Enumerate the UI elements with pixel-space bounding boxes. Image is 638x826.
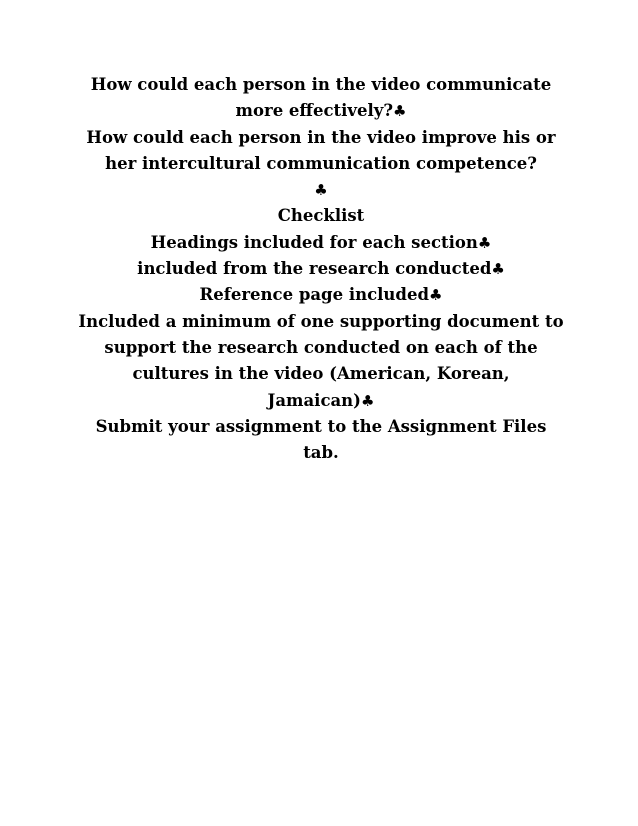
checklist-item-research xyxy=(78,256,564,282)
checklist-item-supporting-document xyxy=(78,309,564,414)
paragraph-text: Reference page included xyxy=(199,285,429,305)
question-effective-communication xyxy=(78,72,564,125)
checklist-item-reference-page xyxy=(78,282,564,308)
club-bullet-icon: ♣ xyxy=(428,286,443,305)
club-bullet-icon: ♣ xyxy=(393,102,407,121)
paragraph-text: How could each person in the video communicate more effectively? xyxy=(90,75,552,121)
club-bullet-icon: ♣ xyxy=(314,181,328,200)
paragraph-text: included from the research conducted xyxy=(137,259,492,279)
paragraph-text: Included a minimum of one supporting document to support the research conducted on each of the cultures in the video (American, Korean, Jamaican) xyxy=(78,311,564,410)
question-intercultural-competence xyxy=(78,125,564,204)
document-body xyxy=(78,72,564,466)
club-bullet-icon: ♣ xyxy=(491,260,505,279)
checklist-item-headings xyxy=(78,230,564,256)
submission-instructions: Submit your assignment to the Assignment Files tab. xyxy=(95,416,547,463)
club-bullet-icon: ♣ xyxy=(477,233,492,252)
paragraph-text: How could each person in the video improve his or her intercultural communication competence? xyxy=(86,127,556,173)
club-bullet-icon: ♣ xyxy=(361,391,375,410)
checklist-heading: Checklist xyxy=(277,206,365,226)
paragraph-text: Headings included for each section xyxy=(150,232,478,252)
